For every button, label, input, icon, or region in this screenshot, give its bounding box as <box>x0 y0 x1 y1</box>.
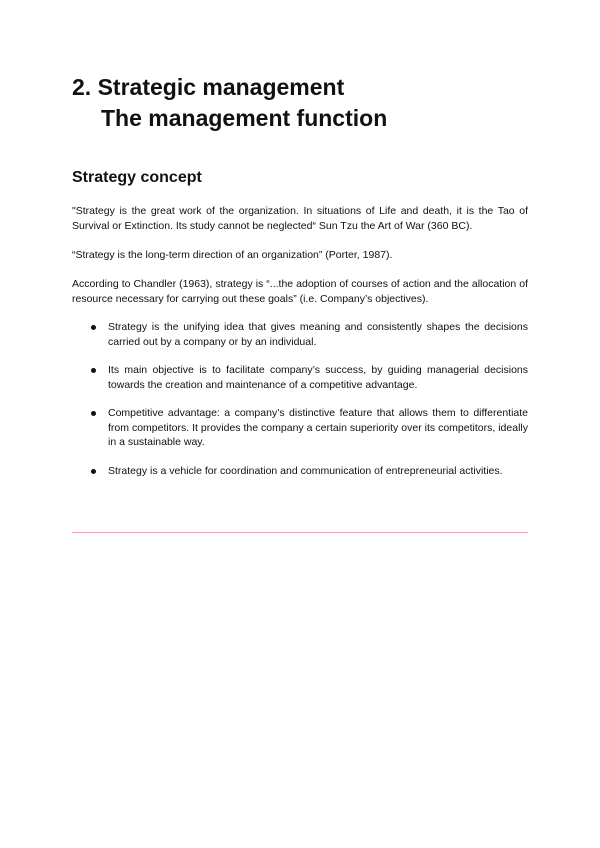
page-subtitle: The management function <box>101 105 388 131</box>
list-item-text: Strategy is a vehicle for coordination and communication of entrepreneurial activities. <box>108 464 503 477</box>
page-title: 2. Strategic management <box>72 74 345 100</box>
list-item <box>72 363 528 392</box>
quote-porter-paragraph: “Strategy is the long-term direction of an organization” (Porter, 1987). <box>72 249 393 261</box>
list-item-text: Competitive advantage: a company’s distinctive feature that allows them to differentiate from competitors. It provides the company a certain superiority over its competitors, ideally in a sustainable way. <box>108 407 528 448</box>
footer-divider <box>72 532 528 533</box>
list-item-text: Its main objective is to facilitate company’s success, by guiding managerial decisions towards the creation and maintenance of a competitive advantage. <box>108 364 528 391</box>
bullet-icon <box>91 368 96 373</box>
bullet-list <box>72 320 528 492</box>
list-item <box>72 406 528 450</box>
chandler-definition-paragraph: According to Chandler (1963), strategy is “...the adoption of courses of action and the allocation of resource necessary for carrying out these goals” (i.e. Company’s objectives). <box>72 278 528 305</box>
bullet-icon <box>91 411 96 416</box>
bullet-icon <box>91 469 96 474</box>
list-item-text: Strategy is the unifying idea that gives meaning and consistently shapes the decisions carried out by a company or by an individual. <box>108 321 528 348</box>
bullet-icon <box>91 325 96 330</box>
list-item <box>72 320 528 349</box>
quote-sun-tzu-paragraph: "Strategy is the great work of the organization. In situations of Life and death, it is the Tao of Survival or Extinction. Its study cannot be neglected“ Sun Tzu the Art of War (360 BC). <box>72 205 528 232</box>
section-heading: Strategy concept <box>72 169 202 186</box>
list-item <box>72 464 528 479</box>
